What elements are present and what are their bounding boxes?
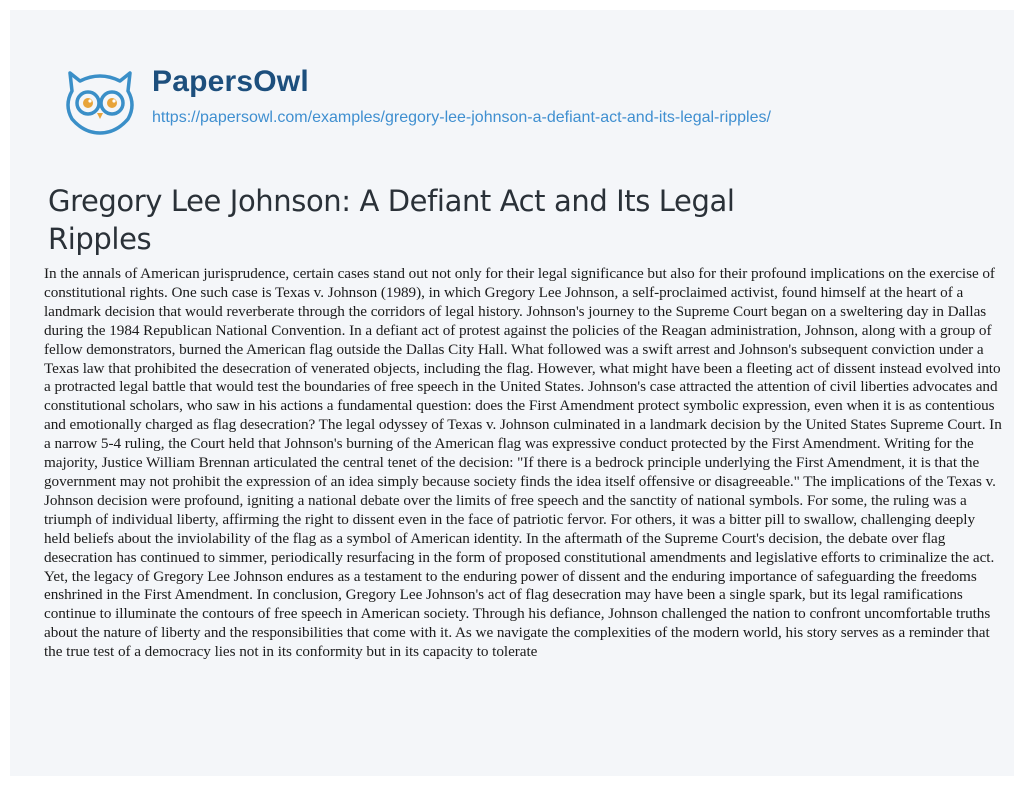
document-page [10, 10, 1014, 776]
site-header [56, 48, 771, 148]
source-url-link[interactable]: https://papersowl.com/examples/gregory-lee-johnson-a-defiant-act-and-its-legal-ripples/ [152, 108, 771, 126]
article-title: Gregory Lee Johnson: A Defiant Act and Its Legal Ripples [48, 184, 735, 256]
article-body: In the annals of American jurisprudence, certain cases stand out not only for their legal significance but also for their profound implications on the exercise of constitutional rights. One such case is Texas v. Johnson (1989), in which Gregory Lee Johnson, a self-proclaimed activist, found himself at the heart of a landmark decision that would reverberate through the corridors of legal history. Johnson's journey to the Supreme Court began on a sweltering day in Dallas during the 1984 Republican National Convention. In a defiant act of protest against the policies of the Reagan administration, Johnson, along with a group of fellow demonstrators, burned the American flag outside the Dallas City Hall. What followed was a swift arrest and Johnson's subsequent conviction under a Texas law that prohibited the desecration of venerated objects, including the flag. However, what might have been a fleeting act of dissent instead evolved into a protracted legal battle that would test the boundaries of free speech in the United States. Johnson's case attracted the attention of civil liberties advocates and constitutional scholars, who saw in his actions a fundamental question: does the First Amendment protect symbolic expression, even when it is as contentious and emotionally charged as flag desecration? The legal odyssey of Texas v. Johnson culminated in a landmark decision by the United States Supreme Court. In a narrow 5-4 ruling, the Court held that Johnson's burning of the American flag was expressive conduct protected by the First Amendment. Writing for the majority, Justice William Brennan articulated the central tenet of the decision: "If there is a bedrock principle underlying the First Amendment, it is that the government may not prohibit the expression of an idea simply because society finds the idea itself offensive or disagreeable." The implications of the Texas v. Johnson decision were profound, igniting a national debate over the limits of free speech and the sanctity of national symbols. For some, the ruling was a triumph of individual liberty, affirming the right to dissent even in the face of patriotic fervor. For others, it was a bitter pill to swallow, challenging deeply held beliefs about the inviolability of the flag as a symbol of American identity. In the aftermath of the Supreme Court's decision, the debate over flag desecration has continued to simmer, periodically resurfacing in the form of proposed constitutional amendments and legislative efforts to criminalize the act. Yet, the legacy of Gregory Lee Johnson endures as a testament to the enduring power of dissent and the enduring importance of safeguarding the freedoms enshrined in the First Amendment. In conclusion, Gregory Lee Johnson's act of flag desecration may have been a single spark, but its legal ramifications continue to illuminate the contours of free speech in American society. Through his defiance, Johnson challenged the nation to confront uncomfortable truths about the nature of liberty and the responsibilities that come with it. As we navigate the complexities of the modern world, his story serves as a reminder that the true test of a democracy lies not in its conformity but in its capacity to tolerate [44, 265, 1002, 661]
brand-name[interactable]: PapersOwl [152, 64, 309, 98]
owl-logo-icon [56, 61, 144, 135]
brand-block [152, 65, 771, 128]
